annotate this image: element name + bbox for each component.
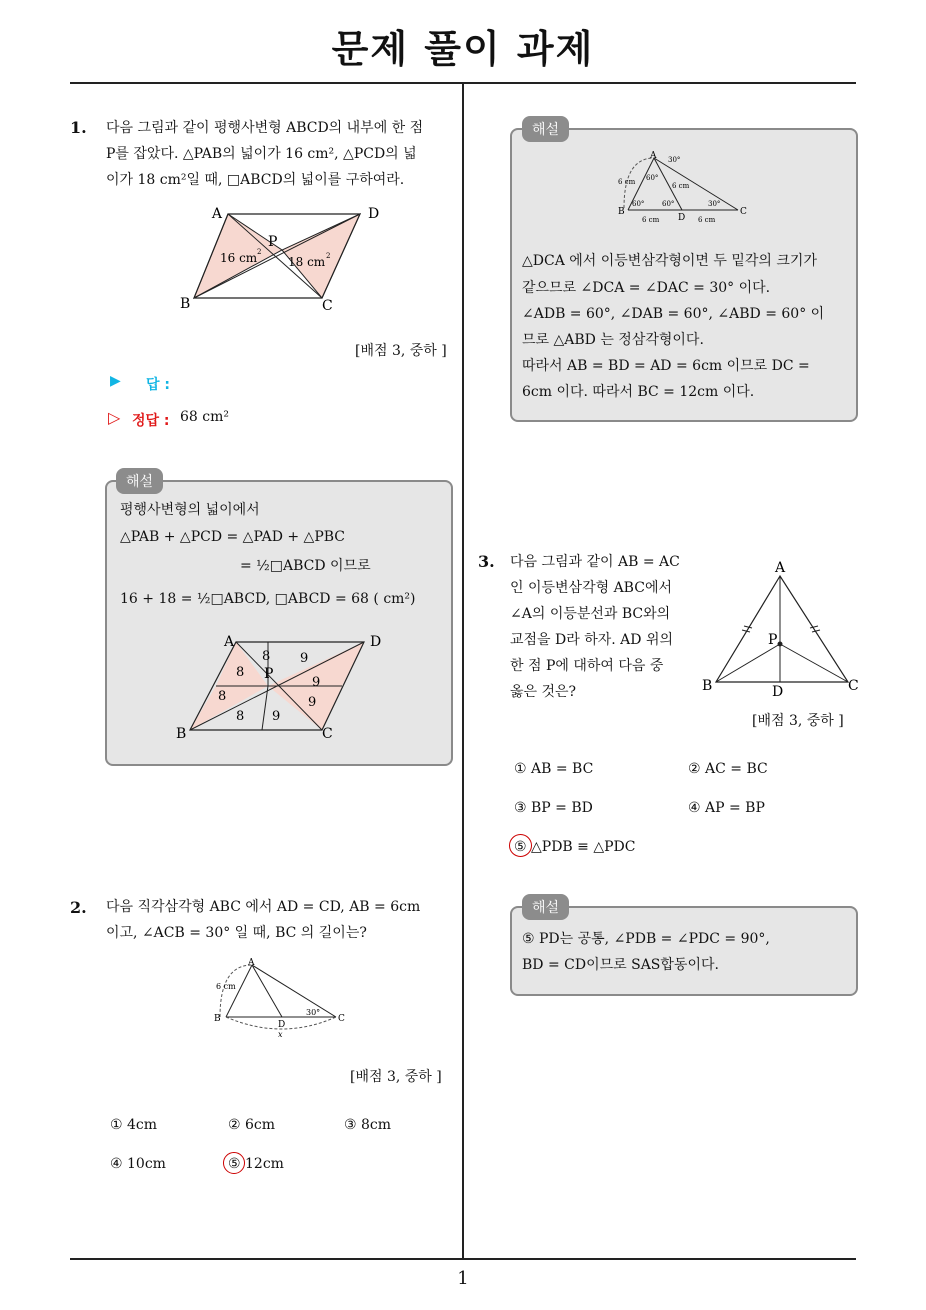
q1-solution-line-3: = ½□ABCD 이므로 — [240, 558, 371, 574]
fig1s-label-d: D — [370, 634, 382, 650]
question-1-figure — [170, 200, 400, 320]
fig3-label-d: D — [772, 684, 784, 700]
q3-choice-2[interactable]: ② AC = BC — [688, 761, 768, 777]
column-divider — [462, 84, 464, 1258]
fig1s-label-p: P — [264, 666, 274, 682]
fig2s-side: 6 cm — [698, 216, 716, 224]
question-2-solution-tag: 해설 — [522, 116, 569, 142]
fig3-label-p: P — [768, 632, 778, 648]
answer-label: 답 : — [146, 377, 170, 393]
q2-solution-line-2: 같으므로 ∠DCA = ∠DAC = 30° 이다. — [522, 280, 771, 296]
question-2-number: 2. — [70, 898, 87, 917]
fig2s-angle: 60° — [646, 174, 659, 182]
question-1-solution-tag: 해설 — [116, 468, 163, 494]
q2-solution-line-4: 므로 △ABD 는 정삼각형이다. — [522, 332, 704, 348]
fig2s-angle: 60° — [632, 200, 645, 208]
fig1s-num: 9 — [308, 695, 317, 710]
correct-arrow-icon: ▷ — [108, 408, 121, 427]
fig2-angle: 30° — [306, 1008, 321, 1017]
fig1s-num: 8 — [218, 689, 227, 704]
question-2-text: 다음 직각삼각형 ABC 에서 AD = CD, AB = 6cm 이고, ∠ACB = 30° 일 때, BC 의 길이는? — [106, 899, 421, 941]
fig1-label-b: B — [180, 296, 191, 312]
fig2s-angle: 60° — [662, 200, 675, 208]
fig2s-side: 6 cm — [672, 182, 690, 190]
fig1-area-left-sq: 2 — [257, 248, 262, 256]
fig1-label-c: C — [322, 298, 333, 314]
fig1s-label-a: A — [224, 634, 235, 650]
q2-choice-2[interactable]: ② 6cm — [228, 1117, 276, 1133]
question-3-number: 3. — [478, 552, 495, 571]
fig3-label-c: C — [848, 678, 859, 694]
question-3-solution-tag: 해설 — [522, 894, 569, 920]
q2-solution-line-6: 6cm 이다. 따라서 BC = 12cm 이다. — [522, 384, 755, 400]
fig1s-num: 8 — [262, 649, 271, 664]
q2-choice-5[interactable]: ⑤ 12cm — [228, 1156, 284, 1172]
fig1s-num: 9 — [272, 709, 281, 724]
q3-choice-5[interactable]: ⑤ △PDB ≡ △PDC — [514, 839, 636, 855]
fig1-area-right-sq: 2 — [326, 252, 331, 260]
correct-answer-label: 정답 : — [132, 413, 170, 429]
q1-solution-line-1: 평행사변형의 넓이에서 — [120, 502, 260, 518]
answer-arrow-icon: ▶ — [110, 373, 121, 389]
fig1s-label-b: B — [176, 726, 187, 742]
q3-solution-line-1: ⑤ PD는 공통, ∠PDB = ∠PDC = 90°, — [522, 931, 770, 947]
fig2s-label-d: D — [678, 213, 686, 223]
q1-solution-line-2: △PAB + △PCD = △PAD + △PBC — [120, 529, 345, 545]
fig3-label-a: A — [775, 560, 786, 576]
fig2-side: 6 cm — [216, 982, 236, 991]
question-1-number: 1. — [70, 118, 87, 137]
fig2s-label-a: A — [650, 151, 657, 161]
fig2-label-b: B — [214, 1014, 221, 1024]
q2-selected-mark — [223, 1152, 245, 1174]
fig1s-num: 9 — [300, 651, 309, 666]
correct-answer-value: 68 cm² — [180, 409, 229, 425]
q3-choice-1[interactable]: ① AB = BC — [514, 761, 594, 777]
fig1-label-a: A — [211, 206, 222, 222]
q2-solution-line-3: ∠ADB = 60°, ∠DAB = 60°, ∠ABD = 60° 이 — [522, 306, 825, 322]
page-number: 1 — [457, 1268, 469, 1289]
fig2-label-c: C — [338, 1014, 345, 1024]
question-2-score: [배점 3, 중하 ] — [350, 1069, 442, 1085]
question-2-figure — [210, 955, 360, 1039]
fig2s-side: 6 cm — [618, 178, 636, 186]
question-1-score: [배점 3, 중하 ] — [355, 343, 447, 359]
fig1-area-left: 16 cm — [220, 251, 258, 265]
fig1-label-d: D — [368, 206, 380, 222]
fig2-x: x — [278, 1030, 283, 1039]
footer-rule — [70, 1258, 856, 1260]
question-1-text: 다음 그림과 같이 평행사변형 ABCD의 내부에 한 점 P를 잡았다. △PAB의 넓이가 16 cm², △PCD의 넓 이가 18 cm²일 때, □ABCD의 넓이를 구하여라. — [106, 120, 424, 188]
q2-choice-1[interactable]: ① 4cm — [110, 1117, 158, 1133]
fig2s-label-c: C — [740, 207, 747, 217]
q2-solution-line-5: 따라서 AB = BD = AD = 6cm 이므로 DC = — [522, 358, 810, 374]
fig1s-label-c: C — [322, 726, 333, 742]
fig2-label-d: D — [278, 1020, 286, 1030]
fig2s-side: 6 cm — [642, 216, 660, 224]
fig1-area-right: 18 cm — [288, 255, 326, 269]
q1-solution-figure — [170, 630, 400, 746]
q2-choice-4[interactable]: ④ 10cm — [110, 1156, 166, 1172]
fig1s-num: 8 — [236, 665, 245, 680]
fig1s-num: 9 — [312, 675, 321, 690]
q2-choice-3[interactable]: ③ 8cm — [344, 1117, 392, 1133]
fig2-label-a: A — [248, 958, 255, 968]
fig1s-num: 8 — [236, 709, 245, 724]
fig2s-label-b: B — [618, 207, 625, 217]
fig3-label-b: B — [702, 678, 713, 694]
q3-choice-4[interactable]: ④ AP = BP — [688, 800, 765, 816]
question-3-score: [배점 3, 중하 ] — [752, 713, 844, 729]
question-3-figure — [700, 556, 862, 702]
q2-solution-line-1: △DCA 에서 이등변삼각형이면 두 밑각의 크기가 — [522, 253, 817, 269]
q1-solution-line-4: 16 + 18 = ½□ABCD, □ABCD = 68 ( cm²) — [120, 591, 416, 607]
fig2s-angle: 30° — [708, 200, 721, 208]
page-title: 문제 풀이 과제 — [331, 27, 595, 71]
q3-selected-mark — [509, 834, 532, 857]
fig1-label-p: P — [268, 234, 278, 250]
question-3-text: 다음 그림과 같이 AB = AC 인 이등변삼각형 ABC에서 ∠A의 이등분선과 BC와의 교점을 D라 하자. AD 위의 한 점 P에 대하여 다음 중 옳은 것은? — [510, 554, 680, 700]
q3-solution-line-2: BD = CD이므로 SAS합동이다. — [522, 957, 719, 973]
q3-choice-3[interactable]: ③ BP = BD — [514, 800, 593, 816]
q2-solution-figure — [612, 148, 762, 228]
fig2s-angle: 30° — [668, 156, 681, 164]
